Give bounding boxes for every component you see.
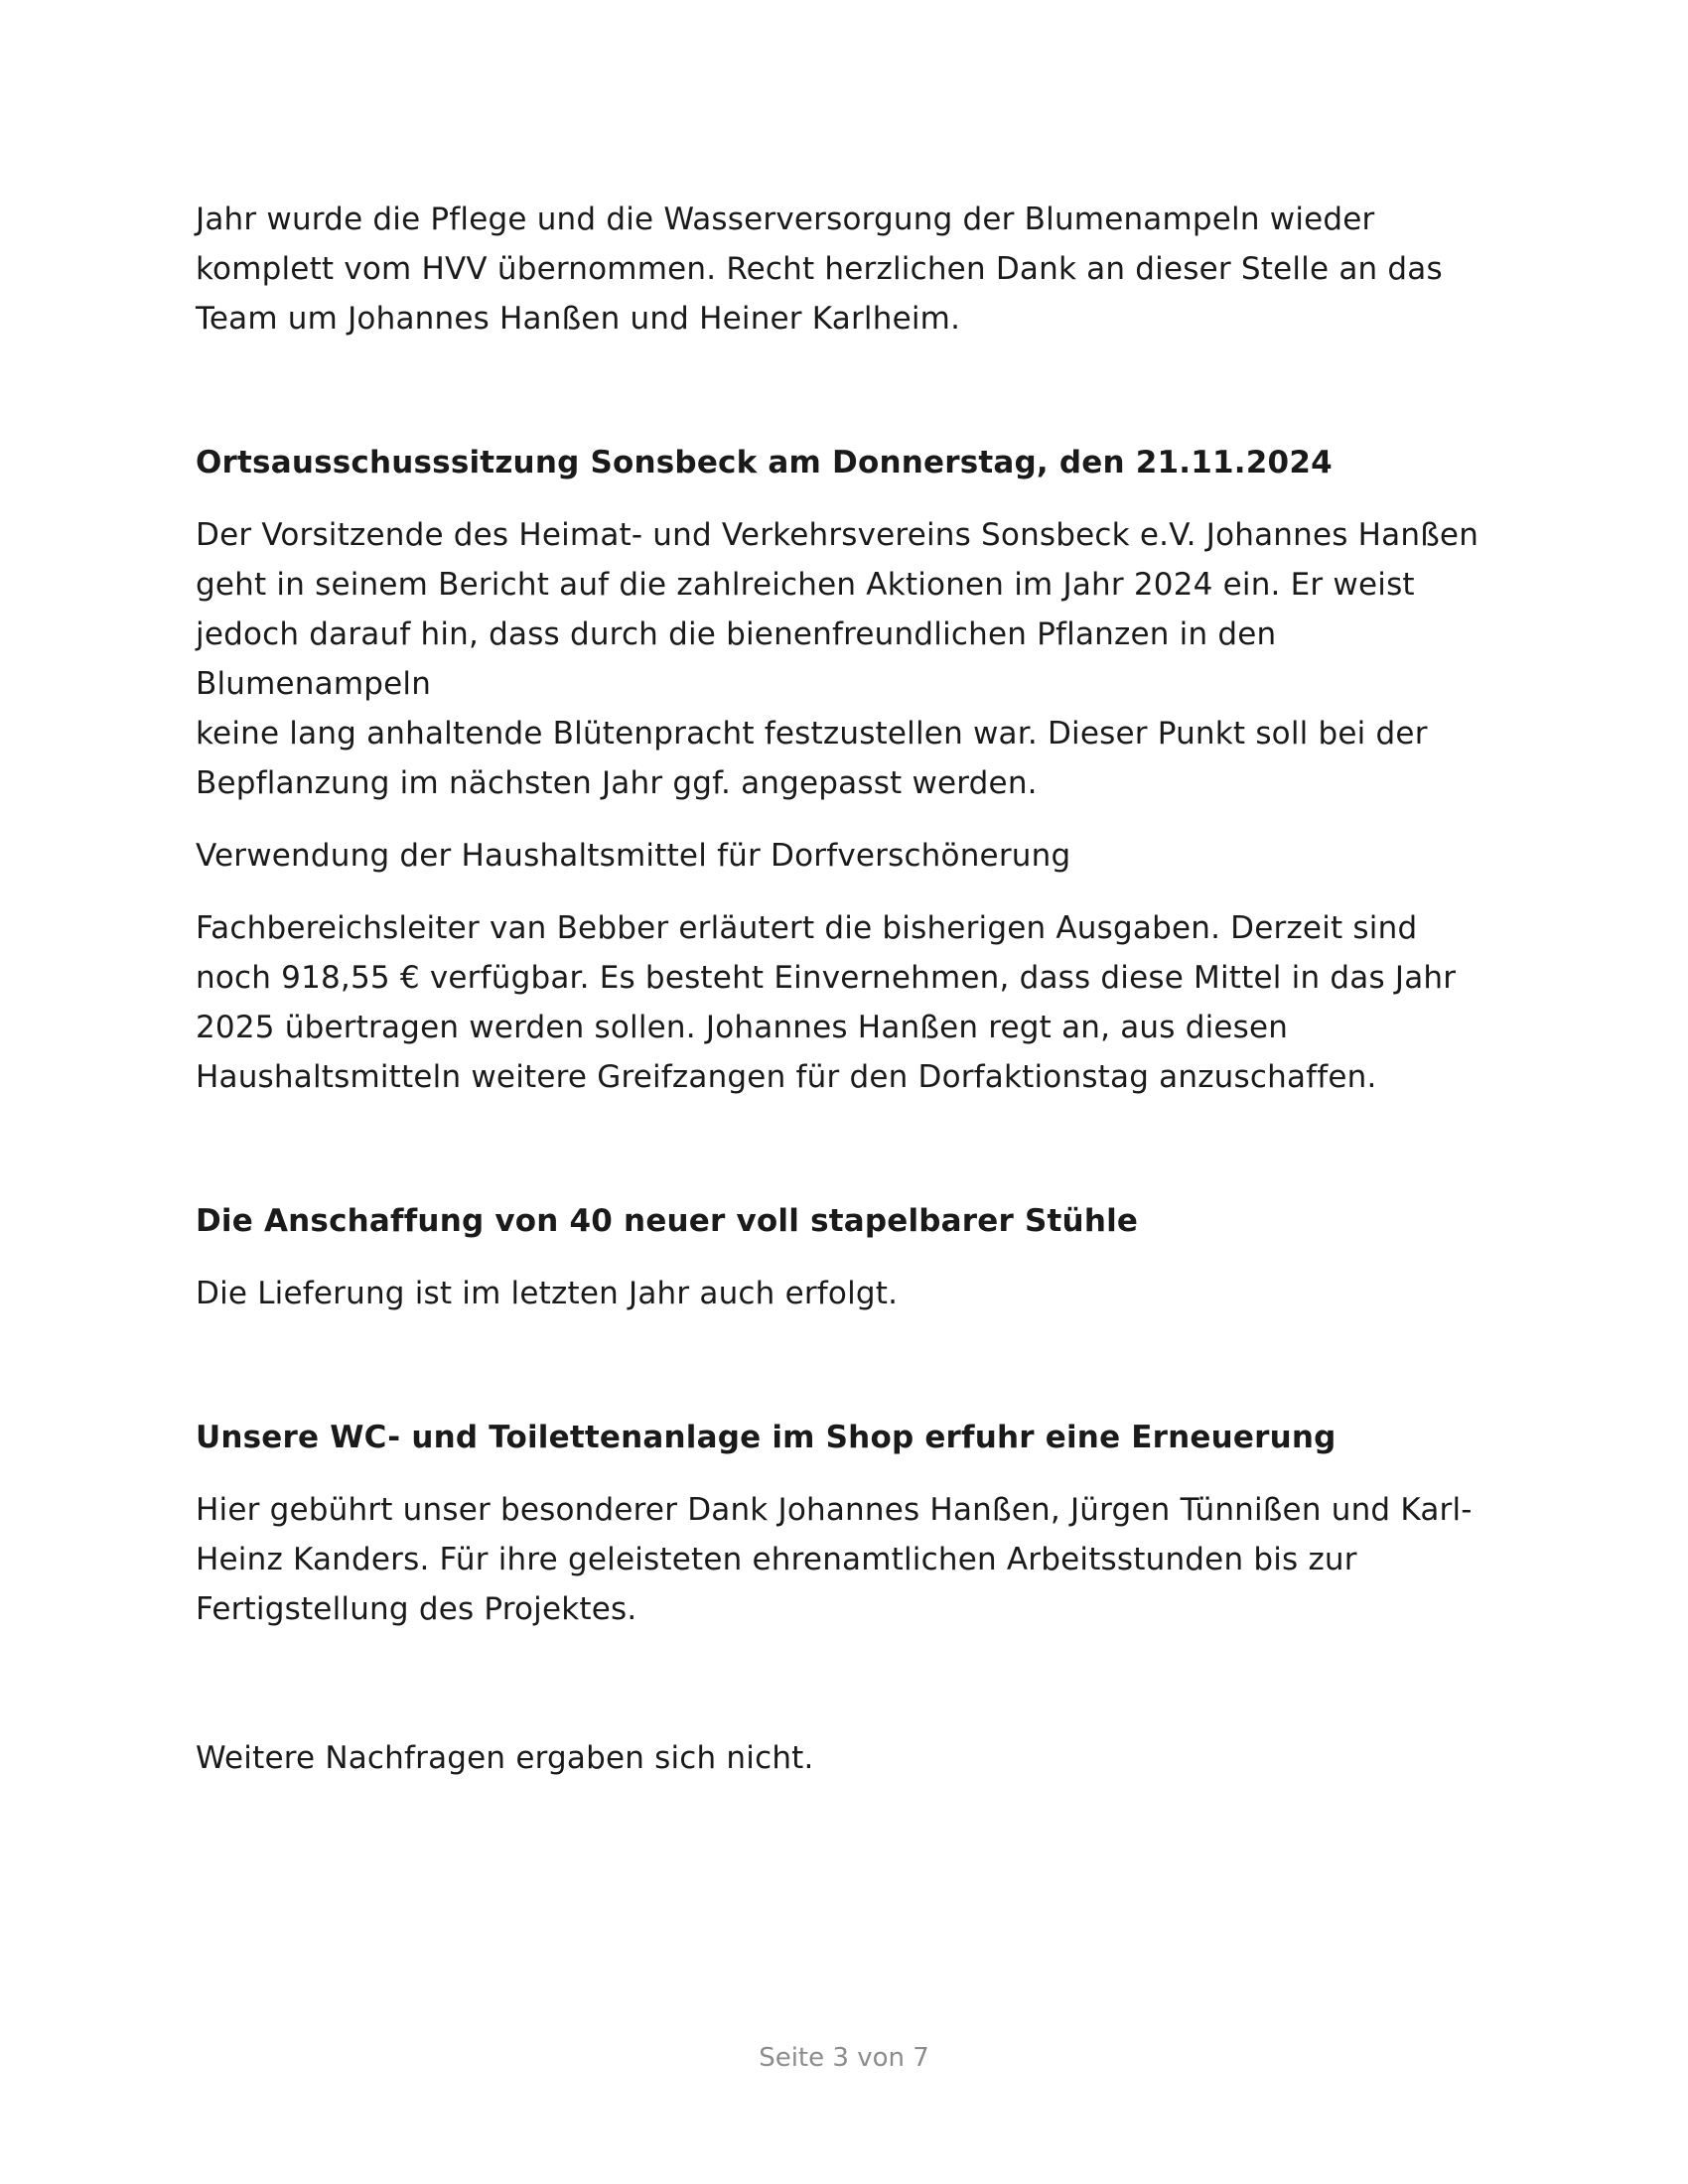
stuehle-paragraph: Die Lieferung ist im letzten Jahr auch erfolgt. bbox=[196, 1276, 899, 1311]
document-page bbox=[196, 195, 1496, 1783]
section-heading-wc: Unsere WC- und Toilettenanlage im Shop erfuhr eine Erneuerung bbox=[196, 1420, 1336, 1455]
spacer bbox=[196, 1102, 1496, 1196]
spacer bbox=[196, 1246, 1496, 1269]
spacer bbox=[196, 808, 1496, 831]
section-heading-stuehle: Die Anschaffung von 40 neuer voll stapelbarer Stühle bbox=[196, 1203, 1139, 1239]
spacer bbox=[196, 343, 1496, 438]
spacer bbox=[196, 1634, 1496, 1733]
spacer bbox=[196, 1462, 1496, 1485]
haushaltsmittel-subheading: Verwendung der Haushaltsmittel für Dorfverschönerung bbox=[196, 838, 1071, 874]
section-heading-ortsausschuss: Ortsausschusssitzung Sonsbeck am Donnerstag, den 21.11.2024 bbox=[196, 445, 1333, 480]
spacer bbox=[196, 487, 1496, 510]
ortsausschuss-paragraph: Der Vorsitzende des Heimat- und Verkehrsvereins Sonsbeck e.V. Johannes Hanßen geht in seinem Bericht auf die zahlreichen Aktionen im Jahr 2024 ein. Er weist jedoch darauf hin, dass durch die bienenfreundlichen Pflanzen in den Blumenampeln keine lang anhaltende Blütenpracht festzustellen war. Dieser Punkt soll bei der Bepflanzung im nächsten Jahr ggf. angepasst werden. bbox=[196, 517, 1479, 801]
closing-paragraph: Weitere Nachfragen ergaben sich nicht. bbox=[196, 1740, 814, 1776]
intro-paragraph: Jahr wurde die Pflege und die Wasserversorgung der Blumenampeln wieder komplett vom HVV übernommen. Recht herzlichen Dank an dieser Stelle an das Team um Johannes Hanßen und Heiner Karlheim. bbox=[196, 202, 1443, 337]
page-number-footer: Seite 3 von 7 bbox=[759, 2043, 929, 2073]
spacer bbox=[196, 881, 1496, 903]
haushaltsmittel-paragraph: Fachbereichsleiter van Bebber erläutert die bisherigen Ausgaben. Derzeit sind noch 918,55 € verfügbar. Es besteht Einvernehmen, dass diese Mittel in das Jahr 2025 übertragen werden sollen. Johannes Hanßen regt an, aus diesen Haushaltsmitteln weitere Greifzangen für den Dorfaktionstag anzuschaffen. bbox=[196, 910, 1457, 1095]
spacer bbox=[196, 1318, 1496, 1413]
wc-paragraph: Hier gebührt unser besonderer Dank Johannes Hanßen, Jürgen Tünnißen und Karl- Heinz Kanders. Für ihre geleisteten ehrenamtlichen Arbeitsstunden bis zur Fertigstellung des Projektes. bbox=[196, 1492, 1473, 1627]
